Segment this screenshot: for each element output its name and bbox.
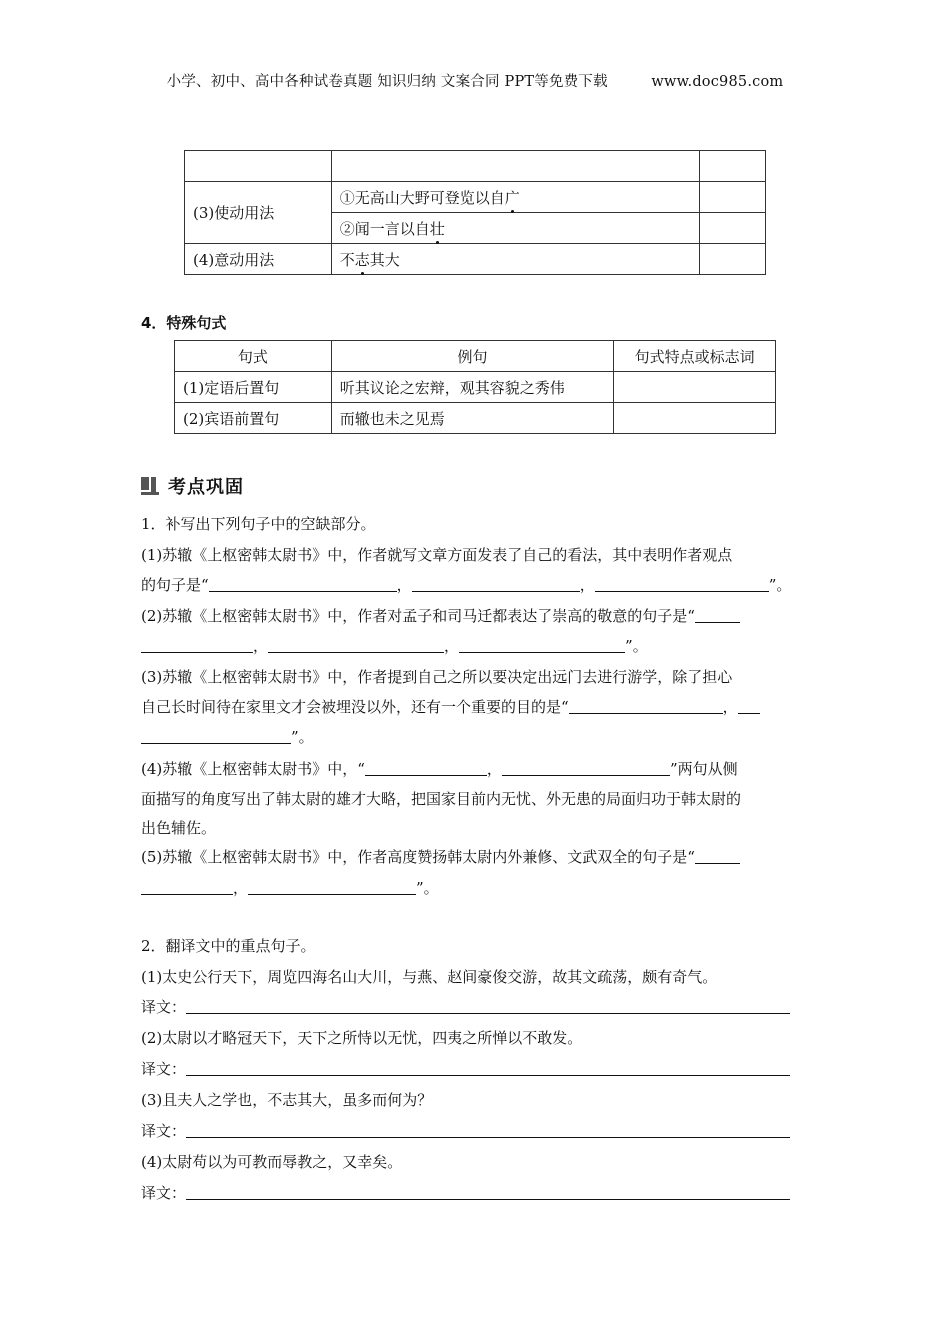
answer-cell[interactable]	[700, 213, 766, 244]
blank-field[interactable]	[502, 757, 670, 776]
question-title: 2．翻译文中的重点句子。	[141, 937, 316, 955]
table-row	[185, 244, 766, 275]
section-heading-title: 考点巩固	[168, 477, 244, 498]
emphasis-char: 志	[354, 250, 370, 269]
example-cell: 而辙也未之见焉	[331, 403, 614, 434]
table-row	[175, 403, 776, 434]
question-text: (3)苏辙《上枢密韩太尉书》中，作者提到自己之所以要决定出远门去进行游学，除了担心	[141, 668, 733, 686]
blank-field[interactable]	[268, 634, 444, 653]
pattern-type-cell: (1)定语后置句	[175, 372, 332, 403]
usage-type-cell: (4)意动用法	[185, 244, 332, 275]
usage-table	[184, 150, 766, 275]
translate-sentence: (3)且夫人之学也，不志其大，虽多而何为？	[141, 1091, 433, 1109]
blank-field[interactable]	[141, 876, 233, 895]
question-text: 面描写的角度写出了韩太尉的雄才大略，把国家目前内无忧、外无患的局面归功于韩太尉的	[141, 790, 742, 808]
translate-answer-line: 译文：	[141, 1116, 790, 1146]
question-text: ， ”。	[141, 873, 439, 903]
blank-field[interactable]	[209, 573, 397, 592]
table-row	[185, 151, 766, 182]
column-header: 例句	[331, 341, 614, 372]
answer-line[interactable]	[186, 1181, 790, 1200]
answer-cell[interactable]	[614, 403, 776, 434]
blank-field[interactable]	[569, 695, 723, 714]
example-cell: 不志其大	[331, 244, 699, 275]
column-header: 句式特点或标志词	[614, 341, 776, 372]
blank-field[interactable]	[695, 845, 740, 864]
page-header	[0, 70, 950, 91]
translate-sentence: (4)太尉苟以为可教而辱教之，又幸矣。	[141, 1153, 403, 1171]
blank-field[interactable]	[459, 634, 625, 653]
translate-sentence: (2)太尉以才略冠天下，天下之所恃以无忧，四夷之所惮以不敢发。	[141, 1029, 583, 1047]
blank-field[interactable]	[248, 876, 416, 895]
question-text: ， ， ”。	[141, 631, 648, 661]
emphasis-char: 壮	[429, 219, 445, 238]
table-header-row	[175, 341, 776, 372]
consolidation-heading	[141, 473, 244, 499]
pattern-type-cell: (2)宾语前置句	[175, 403, 332, 434]
usage-type-cell: (3)使动用法	[185, 182, 332, 244]
example-cell: 听其议论之宏辩，观其容貌之秀伟	[331, 372, 614, 403]
example-cell: ①无高山大野可登览以自广	[331, 182, 699, 213]
blank-field[interactable]	[141, 725, 291, 744]
header-url: www.doc985.com	[651, 74, 784, 90]
question-text: 的句子是“ ， ， ”。	[141, 570, 791, 600]
table-row	[185, 182, 766, 213]
question-text: (5)苏辙《上枢密韩太尉书》中，作者高度赞扬韩太尉内外兼修、文武双全的句子是“	[141, 842, 740, 872]
translate-sentence: (1)太史公行天下，周览四海名山大川，与燕、赵间豪俊交游，故其文疏荡，颇有奇气。	[141, 968, 718, 986]
sentence-pattern-table	[174, 340, 776, 434]
translate-answer-line: 译文：	[141, 1054, 790, 1084]
answer-line[interactable]	[186, 1119, 790, 1138]
question-text: (2)苏辙《上枢密韩太尉书》中，作者对孟子和司马迁都表达了崇高的敬意的句子是“	[141, 601, 740, 631]
blank-field[interactable]	[695, 604, 740, 623]
section-title: 4．特殊句式	[141, 314, 227, 332]
blank-field[interactable]	[365, 757, 487, 776]
answer-line[interactable]	[186, 995, 790, 1014]
example-cell: ②闻一言以自壮	[331, 213, 699, 244]
answer-cell[interactable]	[700, 182, 766, 213]
question-text: (1)苏辙《上枢密韩太尉书》中，作者就写文章方面发表了自己的看法，其中表明作者观点	[141, 546, 733, 564]
blank-field[interactable]	[141, 634, 253, 653]
answer-cell[interactable]	[614, 372, 776, 403]
blank-field[interactable]	[595, 573, 769, 592]
column-header: 句式	[175, 341, 332, 372]
question-text: (4)苏辙《上枢密韩太尉书》中，“ ， ”两句从侧	[141, 754, 738, 784]
section-marker-icon	[141, 477, 159, 495]
answer-line[interactable]	[186, 1057, 790, 1076]
translate-answer-line: 译文：	[141, 1178, 790, 1208]
translate-answer-line: 译文：	[141, 992, 790, 1022]
question-title: 1．补写出下列句子中的空缺部分。	[141, 515, 376, 533]
blank-field[interactable]	[738, 695, 760, 714]
emphasis-char: 广	[504, 188, 520, 207]
table-row	[175, 372, 776, 403]
question-text: 自己长时间待在家里文才会被埋没以外，还有一个重要的目的是“ ，	[141, 692, 760, 722]
blank-field[interactable]	[412, 573, 580, 592]
question-text: ”。	[141, 722, 314, 752]
header-left-text: 小学、初中、高中各种试卷真题 知识归纳 文案合同 PPT等免费下载	[166, 74, 608, 90]
question-text: 出色辅佐。	[141, 819, 217, 837]
answer-cell[interactable]	[700, 244, 766, 275]
